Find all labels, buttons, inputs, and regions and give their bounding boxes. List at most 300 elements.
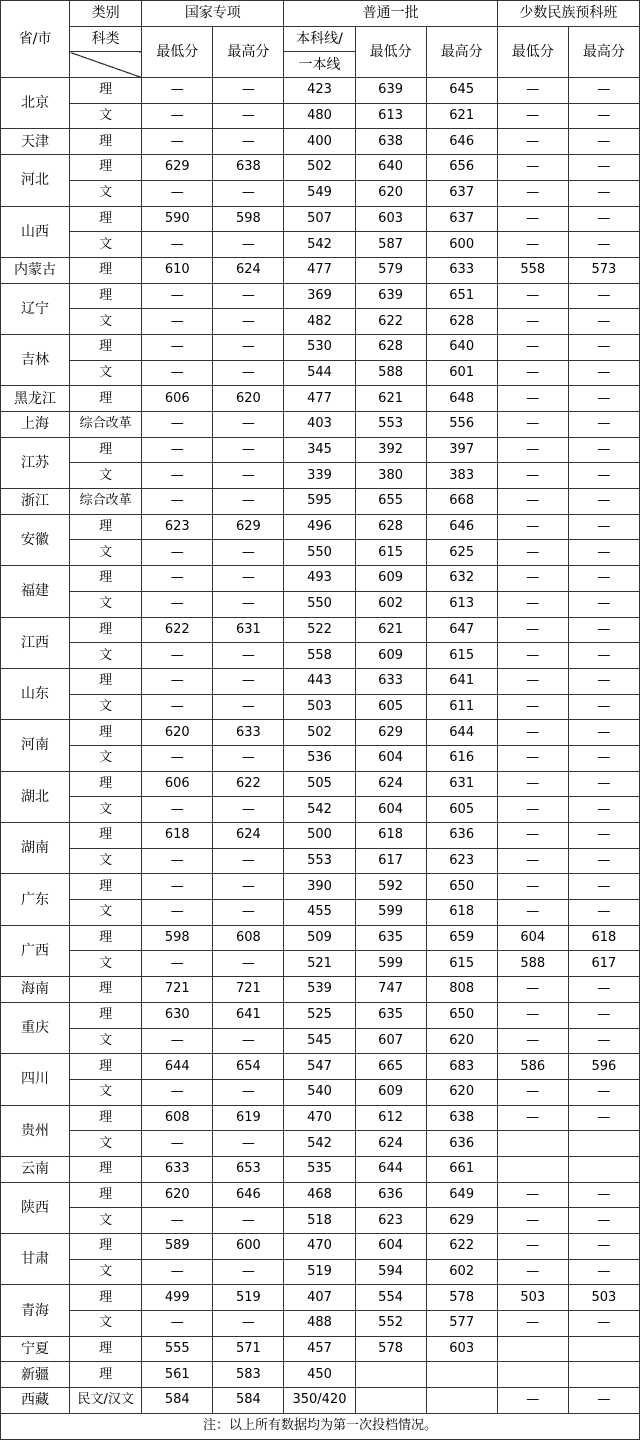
first-max-cell: 637 bbox=[426, 206, 497, 232]
first-max-cell: 636 bbox=[426, 823, 497, 849]
subject-cell: 文 bbox=[70, 643, 142, 669]
minority-max-cell: — bbox=[568, 437, 639, 463]
subject-cell: 文 bbox=[70, 1079, 142, 1105]
table-row bbox=[1, 386, 640, 412]
first-max-cell: 659 bbox=[426, 925, 497, 951]
first-min-cell: 620 bbox=[355, 180, 426, 206]
minority-min-cell: — bbox=[497, 103, 568, 129]
province-cell: 福建 bbox=[1, 566, 70, 617]
special-max-cell: — bbox=[213, 103, 284, 129]
first-min-cell: 629 bbox=[355, 720, 426, 746]
minority-min-cell: — bbox=[497, 309, 568, 335]
minority-max-cell: 618 bbox=[568, 925, 639, 951]
first-max-cell: 641 bbox=[426, 668, 497, 694]
line-cell: 403 bbox=[284, 412, 355, 438]
province-cell: 安徽 bbox=[1, 514, 70, 565]
line-cell: 339 bbox=[284, 463, 355, 489]
special-min-cell: — bbox=[142, 566, 213, 592]
minority-min-cell: — bbox=[497, 591, 568, 617]
special-max-cell: 631 bbox=[213, 617, 284, 643]
line-cell: 468 bbox=[284, 1182, 355, 1208]
minority-min-cell: — bbox=[497, 180, 568, 206]
subject-cell: 综合改革 bbox=[70, 412, 142, 438]
special-max-cell: 608 bbox=[213, 925, 284, 951]
special-min-cell: 620 bbox=[142, 1182, 213, 1208]
first-min-cell: 599 bbox=[355, 951, 426, 977]
line-cell: 542 bbox=[284, 232, 355, 258]
province-cell: 四川 bbox=[1, 1054, 70, 1105]
subject-cell: 理 bbox=[70, 823, 142, 849]
special-min-cell: — bbox=[142, 463, 213, 489]
special-max-cell: — bbox=[213, 129, 284, 155]
table-row bbox=[1, 977, 640, 1003]
subject-cell: 理 bbox=[70, 1105, 142, 1131]
line-cell: 477 bbox=[284, 257, 355, 283]
special-min-cell: — bbox=[142, 591, 213, 617]
table-row bbox=[1, 745, 640, 771]
table-row bbox=[1, 206, 640, 232]
first-min-cell: 628 bbox=[355, 334, 426, 360]
province-cell: 山西 bbox=[1, 206, 70, 257]
first-min-cell: 640 bbox=[355, 155, 426, 181]
minority-max-cell: — bbox=[568, 591, 639, 617]
first-max-cell: 651 bbox=[426, 283, 497, 309]
special-min-cell: 561 bbox=[142, 1362, 213, 1388]
header-province: 省/市 bbox=[1, 1, 70, 78]
first-min-cell: 587 bbox=[355, 232, 426, 258]
subject-cell: 文 bbox=[70, 309, 142, 335]
line-cell: 500 bbox=[284, 823, 355, 849]
first-max-cell: 647 bbox=[426, 617, 497, 643]
table-row bbox=[1, 1131, 640, 1157]
first-max-cell: 631 bbox=[426, 771, 497, 797]
line-cell: 549 bbox=[284, 180, 355, 206]
minority-min-cell: — bbox=[497, 848, 568, 874]
line-cell: 502 bbox=[284, 155, 355, 181]
special-min-cell: — bbox=[142, 1028, 213, 1054]
line-cell: 530 bbox=[284, 334, 355, 360]
subject-cell: 文 bbox=[70, 1259, 142, 1285]
first-max-cell: 578 bbox=[426, 1285, 497, 1311]
line-cell: 502 bbox=[284, 720, 355, 746]
table-row bbox=[1, 309, 640, 335]
special-min-cell: 618 bbox=[142, 823, 213, 849]
province-cell: 宁夏 bbox=[1, 1336, 70, 1362]
subject-cell: 文 bbox=[70, 694, 142, 720]
first-max-cell: 636 bbox=[426, 1131, 497, 1157]
minority-max-cell: — bbox=[568, 386, 639, 412]
special-min-cell: — bbox=[142, 848, 213, 874]
special-min-cell: — bbox=[142, 489, 213, 515]
first-min-cell: 612 bbox=[355, 1105, 426, 1131]
special-min-cell: 606 bbox=[142, 771, 213, 797]
special-min-cell: 622 bbox=[142, 617, 213, 643]
header-special-max: 最高分 bbox=[213, 26, 284, 77]
special-max-cell: — bbox=[213, 540, 284, 566]
first-max-cell: 808 bbox=[426, 977, 497, 1003]
province-cell: 山东 bbox=[1, 668, 70, 719]
line-cell: 542 bbox=[284, 797, 355, 823]
minority-min-cell: — bbox=[497, 540, 568, 566]
first-min-cell: 621 bbox=[355, 617, 426, 643]
special-max-cell: 584 bbox=[213, 1388, 284, 1414]
first-max-cell: 650 bbox=[426, 874, 497, 900]
subject-cell: 理 bbox=[70, 1156, 142, 1182]
special-max-cell: — bbox=[213, 309, 284, 335]
first-min-cell: 607 bbox=[355, 1028, 426, 1054]
minority-max-cell: — bbox=[568, 1311, 639, 1337]
subject-cell: 理 bbox=[70, 1336, 142, 1362]
province-cell: 黑龙江 bbox=[1, 386, 70, 412]
first-min-cell: 628 bbox=[355, 514, 426, 540]
minority-max-cell: — bbox=[568, 977, 639, 1003]
header-subject: 科类 bbox=[70, 26, 142, 52]
first-min-cell: 623 bbox=[355, 1208, 426, 1234]
minority-min-cell: — bbox=[497, 1028, 568, 1054]
minority-max-cell: — bbox=[568, 1028, 639, 1054]
special-max-cell: 624 bbox=[213, 257, 284, 283]
special-max-cell: — bbox=[213, 900, 284, 926]
table-row bbox=[1, 591, 640, 617]
first-max-cell: 637 bbox=[426, 180, 497, 206]
minority-max-cell bbox=[568, 1156, 639, 1182]
minority-min-cell: 604 bbox=[497, 925, 568, 951]
first-min-cell: 618 bbox=[355, 823, 426, 849]
subject-cell: 理 bbox=[70, 1054, 142, 1080]
line-cell: 390 bbox=[284, 874, 355, 900]
special-max-cell: — bbox=[213, 360, 284, 386]
first-max-cell: 648 bbox=[426, 386, 497, 412]
line-cell: 595 bbox=[284, 489, 355, 515]
first-max-cell: 577 bbox=[426, 1311, 497, 1337]
first-min-cell: 615 bbox=[355, 540, 426, 566]
minority-min-cell: — bbox=[497, 1208, 568, 1234]
minority-min-cell: — bbox=[497, 514, 568, 540]
first-max-cell: 646 bbox=[426, 514, 497, 540]
minority-min-cell: — bbox=[497, 1079, 568, 1105]
line-cell: 518 bbox=[284, 1208, 355, 1234]
province-cell: 西藏 bbox=[1, 1388, 70, 1414]
special-min-cell: — bbox=[142, 874, 213, 900]
minority-max-cell: — bbox=[568, 1105, 639, 1131]
special-min-cell: — bbox=[142, 78, 213, 104]
first-max-cell: 605 bbox=[426, 797, 497, 823]
first-max-cell: 611 bbox=[426, 694, 497, 720]
line-cell: 507 bbox=[284, 206, 355, 232]
line-cell: 470 bbox=[284, 1234, 355, 1260]
special-max-cell: — bbox=[213, 463, 284, 489]
table-row bbox=[1, 797, 640, 823]
first-max-cell: 602 bbox=[426, 1259, 497, 1285]
line-cell: 539 bbox=[284, 977, 355, 1003]
special-max-cell: — bbox=[213, 78, 284, 104]
special-max-cell: — bbox=[213, 437, 284, 463]
header-line-bottom: 一本线 bbox=[284, 52, 355, 78]
subject-cell: 民文/汉文 bbox=[70, 1388, 142, 1414]
first-max-cell: 621 bbox=[426, 103, 497, 129]
minority-min-cell: — bbox=[497, 463, 568, 489]
minority-min-cell: — bbox=[497, 694, 568, 720]
table-row bbox=[1, 360, 640, 386]
province-cell: 甘肃 bbox=[1, 1234, 70, 1285]
special-max-cell: 633 bbox=[213, 720, 284, 746]
special-min-cell: — bbox=[142, 334, 213, 360]
special-min-cell: — bbox=[142, 900, 213, 926]
minority-max-cell: — bbox=[568, 694, 639, 720]
line-cell: 345 bbox=[284, 437, 355, 463]
line-cell: 480 bbox=[284, 103, 355, 129]
special-min-cell: 590 bbox=[142, 206, 213, 232]
special-min-cell: 555 bbox=[142, 1336, 213, 1362]
note-row bbox=[1, 1413, 640, 1439]
minority-min-cell: — bbox=[497, 334, 568, 360]
minority-max-cell: — bbox=[568, 643, 639, 669]
minority-min-cell: — bbox=[497, 874, 568, 900]
header-diagonal-cell bbox=[70, 52, 142, 78]
minority-min-cell: — bbox=[497, 232, 568, 258]
line-cell: 553 bbox=[284, 848, 355, 874]
table-row bbox=[1, 1002, 640, 1028]
special-min-cell: 589 bbox=[142, 1234, 213, 1260]
first-max-cell: 397 bbox=[426, 437, 497, 463]
province-cell: 江苏 bbox=[1, 437, 70, 488]
first-max-cell: 661 bbox=[426, 1156, 497, 1182]
first-min-cell: 594 bbox=[355, 1259, 426, 1285]
minority-max-cell: 573 bbox=[568, 257, 639, 283]
province-cell: 内蒙古 bbox=[1, 257, 70, 283]
first-max-cell: 622 bbox=[426, 1234, 497, 1260]
first-min-cell: 655 bbox=[355, 489, 426, 515]
line-cell: 457 bbox=[284, 1336, 355, 1362]
minority-max-cell: — bbox=[568, 489, 639, 515]
special-max-cell: — bbox=[213, 874, 284, 900]
minority-max-cell: — bbox=[568, 771, 639, 797]
province-cell: 浙江 bbox=[1, 489, 70, 515]
line-cell: 423 bbox=[284, 78, 355, 104]
line-cell: 488 bbox=[284, 1311, 355, 1337]
minority-max-cell: — bbox=[568, 1208, 639, 1234]
special-min-cell: — bbox=[142, 129, 213, 155]
special-max-cell: — bbox=[213, 1028, 284, 1054]
minority-min-cell: 586 bbox=[497, 1054, 568, 1080]
special-min-cell: — bbox=[142, 1311, 213, 1337]
first-max-cell: 656 bbox=[426, 155, 497, 181]
province-cell: 广西 bbox=[1, 925, 70, 976]
minority-max-cell: — bbox=[568, 1182, 639, 1208]
province-cell: 贵州 bbox=[1, 1105, 70, 1156]
special-max-cell: — bbox=[213, 951, 284, 977]
special-min-cell: — bbox=[142, 1259, 213, 1285]
special-min-cell: 721 bbox=[142, 977, 213, 1003]
minority-min-cell: — bbox=[497, 566, 568, 592]
table-row bbox=[1, 617, 640, 643]
first-max-cell bbox=[426, 1388, 497, 1414]
line-cell: 369 bbox=[284, 283, 355, 309]
special-max-cell: — bbox=[213, 848, 284, 874]
special-max-cell: 624 bbox=[213, 823, 284, 849]
minority-min-cell: — bbox=[497, 129, 568, 155]
table-row bbox=[1, 874, 640, 900]
first-min-cell: 639 bbox=[355, 78, 426, 104]
minority-min-cell: — bbox=[497, 720, 568, 746]
table-row bbox=[1, 848, 640, 874]
first-min-cell: 602 bbox=[355, 591, 426, 617]
special-min-cell: 629 bbox=[142, 155, 213, 181]
subject-cell: 文 bbox=[70, 1208, 142, 1234]
minority-min-cell: — bbox=[497, 1311, 568, 1337]
first-min-cell: 635 bbox=[355, 1002, 426, 1028]
special-min-cell: 644 bbox=[142, 1054, 213, 1080]
table-row bbox=[1, 1311, 640, 1337]
first-min-cell: 609 bbox=[355, 1079, 426, 1105]
special-max-cell: — bbox=[213, 412, 284, 438]
special-max-cell: — bbox=[213, 283, 284, 309]
table-row bbox=[1, 1362, 640, 1388]
minority-min-cell: — bbox=[497, 771, 568, 797]
minority-max-cell bbox=[568, 1336, 639, 1362]
minority-max-cell: — bbox=[568, 1234, 639, 1260]
minority-min-cell: — bbox=[497, 437, 568, 463]
table-row bbox=[1, 566, 640, 592]
table-row bbox=[1, 1388, 640, 1414]
subject-cell: 文 bbox=[70, 1028, 142, 1054]
minority-min-cell bbox=[497, 1131, 568, 1157]
subject-cell: 文 bbox=[70, 1131, 142, 1157]
special-min-cell: 623 bbox=[142, 514, 213, 540]
special-max-cell: 653 bbox=[213, 1156, 284, 1182]
line-cell: 547 bbox=[284, 1054, 355, 1080]
special-max-cell: — bbox=[213, 1259, 284, 1285]
first-min-cell: 554 bbox=[355, 1285, 426, 1311]
special-max-cell: 638 bbox=[213, 155, 284, 181]
minority-min-cell: 558 bbox=[497, 257, 568, 283]
minority-max-cell: 617 bbox=[568, 951, 639, 977]
special-max-cell: 654 bbox=[213, 1054, 284, 1080]
minority-max-cell: — bbox=[568, 412, 639, 438]
header-minority-max: 最高分 bbox=[568, 26, 639, 77]
first-min-cell: 638 bbox=[355, 129, 426, 155]
header-row-2 bbox=[1, 26, 640, 52]
subject-cell: 理 bbox=[70, 1182, 142, 1208]
special-min-cell: — bbox=[142, 180, 213, 206]
table-row bbox=[1, 1182, 640, 1208]
header-group-minority: 少数民族预科班 bbox=[497, 1, 639, 27]
subject-cell: 理 bbox=[70, 155, 142, 181]
subject-cell: 理 bbox=[70, 283, 142, 309]
special-min-cell: 630 bbox=[142, 1002, 213, 1028]
header-minority-min: 最低分 bbox=[497, 26, 568, 77]
minority-max-cell: — bbox=[568, 1079, 639, 1105]
minority-min-cell: — bbox=[497, 1105, 568, 1131]
special-min-cell: — bbox=[142, 1079, 213, 1105]
minority-max-cell: — bbox=[568, 129, 639, 155]
minority-max-cell: — bbox=[568, 206, 639, 232]
subject-cell: 理 bbox=[70, 334, 142, 360]
first-min-cell: 609 bbox=[355, 566, 426, 592]
table-row bbox=[1, 463, 640, 489]
line-cell: 535 bbox=[284, 1156, 355, 1182]
minority-max-cell: — bbox=[568, 309, 639, 335]
header-group-special: 国家专项 bbox=[142, 1, 284, 27]
first-max-cell: 615 bbox=[426, 951, 497, 977]
table-row bbox=[1, 694, 640, 720]
first-max-cell: 646 bbox=[426, 129, 497, 155]
line-cell: 443 bbox=[284, 668, 355, 694]
table-row bbox=[1, 951, 640, 977]
special-max-cell: 619 bbox=[213, 1105, 284, 1131]
special-min-cell: 620 bbox=[142, 720, 213, 746]
province-cell: 吉林 bbox=[1, 334, 70, 385]
table-row bbox=[1, 283, 640, 309]
minority-max-cell: — bbox=[568, 232, 639, 258]
minority-min-cell: — bbox=[497, 386, 568, 412]
minority-min-cell: 588 bbox=[497, 951, 568, 977]
minority-max-cell: — bbox=[568, 540, 639, 566]
province-cell: 湖南 bbox=[1, 823, 70, 874]
subject-cell: 文 bbox=[70, 900, 142, 926]
first-min-cell: 392 bbox=[355, 437, 426, 463]
table-note: 注：以上所有数据均为第一次投档情况。 bbox=[1, 1413, 640, 1439]
minority-min-cell: — bbox=[497, 745, 568, 771]
minority-min-cell: 503 bbox=[497, 1285, 568, 1311]
header-first-max: 最高分 bbox=[426, 26, 497, 77]
first-min-cell: 604 bbox=[355, 1234, 426, 1260]
special-max-cell: 598 bbox=[213, 206, 284, 232]
line-cell: 544 bbox=[284, 360, 355, 386]
table-row bbox=[1, 1028, 640, 1054]
subject-cell: 文 bbox=[70, 1311, 142, 1337]
special-max-cell: — bbox=[213, 566, 284, 592]
table-row bbox=[1, 437, 640, 463]
first-min-cell: 665 bbox=[355, 1054, 426, 1080]
minority-min-cell: — bbox=[497, 668, 568, 694]
subject-cell: 文 bbox=[70, 540, 142, 566]
table-row bbox=[1, 129, 640, 155]
first-max-cell: 683 bbox=[426, 1054, 497, 1080]
first-min-cell: 621 bbox=[355, 386, 426, 412]
subject-cell: 理 bbox=[70, 925, 142, 951]
subject-cell: 理 bbox=[70, 617, 142, 643]
subject-cell: 理 bbox=[70, 78, 142, 104]
special-max-cell: — bbox=[213, 591, 284, 617]
first-max-cell: 620 bbox=[426, 1079, 497, 1105]
minority-min-cell: — bbox=[497, 78, 568, 104]
first-max-cell: 625 bbox=[426, 540, 497, 566]
line-cell: 493 bbox=[284, 566, 355, 592]
minority-max-cell: 596 bbox=[568, 1054, 639, 1080]
minority-max-cell: — bbox=[568, 566, 639, 592]
first-max-cell: 628 bbox=[426, 309, 497, 335]
table-row bbox=[1, 78, 640, 104]
first-min-cell: 599 bbox=[355, 900, 426, 926]
minority-min-cell: — bbox=[497, 1388, 568, 1414]
first-min-cell: 624 bbox=[355, 1131, 426, 1157]
minority-min-cell: — bbox=[497, 1182, 568, 1208]
table-row bbox=[1, 489, 640, 515]
first-min-cell: 553 bbox=[355, 412, 426, 438]
subject-cell: 理 bbox=[70, 437, 142, 463]
first-min-cell: 636 bbox=[355, 1182, 426, 1208]
line-cell: 470 bbox=[284, 1105, 355, 1131]
subject-cell: 理 bbox=[70, 129, 142, 155]
first-max-cell: 383 bbox=[426, 463, 497, 489]
minority-min-cell: — bbox=[497, 900, 568, 926]
special-max-cell: — bbox=[213, 334, 284, 360]
first-min-cell: 552 bbox=[355, 1311, 426, 1337]
line-cell: 550 bbox=[284, 591, 355, 617]
first-min-cell: 617 bbox=[355, 848, 426, 874]
special-min-cell: — bbox=[142, 797, 213, 823]
